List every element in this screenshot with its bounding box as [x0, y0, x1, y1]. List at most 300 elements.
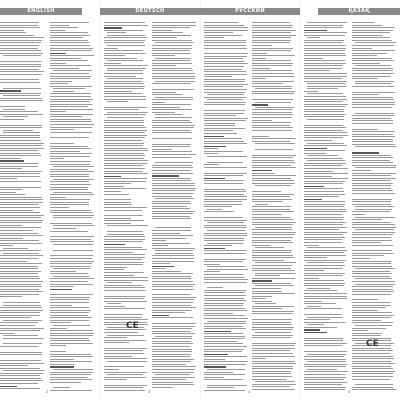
text-line: [252, 70, 292, 71]
text-line: [307, 88, 338, 89]
text-line: [252, 76, 295, 77]
text-line: [0, 263, 42, 264]
text-line: [152, 240, 166, 241]
text-line: [0, 235, 43, 236]
text-line: [252, 178, 291, 179]
text-line: [204, 30, 248, 31]
text-line: [104, 48, 118, 49]
text-line: [352, 94, 379, 95]
text-line: [204, 27, 248, 28]
text-line: [352, 310, 378, 311]
text-line: [152, 238, 186, 239]
text-line: [352, 312, 392, 313]
text-line: [50, 312, 89, 313]
text-line: [104, 140, 142, 141]
text-line: [104, 93, 142, 94]
text-line: [50, 45, 90, 46]
text-line: [352, 317, 391, 318]
text-line: [204, 48, 247, 49]
text-line: [155, 227, 191, 228]
text-line: [304, 338, 343, 339]
text-line: [252, 283, 291, 284]
text-line: [352, 136, 395, 137]
text-line: [352, 107, 392, 108]
text-line: [104, 153, 144, 154]
text-line: [104, 42, 144, 43]
text-line: [352, 134, 393, 135]
text-line: [204, 282, 247, 283]
text-line: [0, 35, 34, 36]
text-line: [50, 116, 82, 117]
text-line: [252, 30, 296, 31]
text-line: [304, 130, 343, 131]
text-line: [252, 109, 292, 110]
text-line: [252, 112, 292, 113]
text-line: [152, 120, 190, 121]
text-line: [50, 111, 66, 112]
text-line: [104, 210, 142, 211]
text-line: [307, 324, 324, 325]
text-line: [104, 127, 146, 128]
text-line: [304, 278, 319, 279]
text-line: [50, 307, 89, 308]
text-line: [104, 264, 143, 265]
text-line: [352, 165, 396, 166]
text-line: [304, 111, 344, 112]
text-line: [0, 98, 42, 99]
text-line: [204, 128, 245, 129]
text-line: [152, 218, 191, 219]
text-line: [307, 86, 346, 87]
text-line: [207, 369, 245, 370]
text-line: [104, 218, 131, 219]
text-line: [104, 199, 131, 200]
text-line: [252, 368, 293, 369]
text-line: [104, 379, 127, 380]
text-line: [0, 212, 40, 213]
text-line: [304, 273, 345, 274]
text-line: [104, 296, 145, 297]
text-line: [252, 114, 293, 115]
text-line: [304, 374, 345, 375]
text-line: [50, 278, 94, 279]
text-line: [152, 361, 191, 362]
text-line: [50, 343, 93, 344]
text-line: [255, 143, 295, 144]
text-line: [207, 222, 244, 223]
text-line: [107, 225, 148, 226]
text-line: [252, 345, 295, 346]
text-line: [0, 150, 38, 151]
text-line: [152, 104, 191, 105]
text-line: [252, 252, 291, 253]
text-line: [252, 343, 296, 344]
text-line: [204, 318, 248, 319]
text-line: [304, 114, 346, 115]
text-line: [0, 42, 41, 43]
text-line: [0, 230, 33, 231]
text-line: [207, 387, 234, 388]
text-line: [304, 237, 345, 238]
text-line: [204, 217, 243, 218]
text-line: [0, 378, 41, 379]
text-line: [352, 242, 381, 243]
text-line: [252, 37, 291, 38]
text-line: [252, 214, 282, 215]
text-line: [304, 332, 327, 334]
text-line: [352, 222, 390, 223]
text-line: [352, 144, 395, 145]
text-line: [104, 337, 127, 338]
text-line: [352, 389, 396, 390]
text-line: [152, 109, 192, 110]
text-line: [304, 250, 347, 251]
text-line: [50, 68, 79, 69]
text-line: [152, 40, 192, 41]
text-line: [104, 223, 131, 224]
text-line: [252, 322, 291, 323]
text-line: [50, 320, 89, 321]
text-line: [304, 191, 344, 192]
text-line: [152, 233, 180, 234]
text-line: [152, 384, 194, 385]
text-line: [307, 361, 346, 362]
text-line: [252, 270, 295, 271]
text-line: [152, 213, 193, 214]
text-line: [152, 305, 191, 306]
text-line: [50, 121, 92, 122]
text-line: [304, 76, 347, 77]
text-line: [304, 63, 346, 64]
text-line: [304, 204, 345, 205]
text-line: [0, 173, 40, 174]
text-line: [104, 143, 144, 144]
text-line: [104, 30, 143, 31]
text-line: [50, 171, 94, 172]
text-line: [0, 291, 43, 292]
text-line: [352, 70, 393, 71]
text-line: [252, 237, 293, 238]
text-line: [104, 37, 147, 38]
text-line: [107, 101, 128, 102]
text-line: [355, 325, 392, 326]
text-line: [304, 73, 347, 74]
text-line: [3, 109, 25, 110]
text-line: [204, 178, 225, 180]
text-line: [352, 37, 390, 38]
text-line: [152, 83, 191, 84]
text-line: [352, 120, 393, 121]
text-line: [50, 374, 91, 375]
text-line: [252, 306, 294, 307]
text-line: [352, 55, 377, 56]
text-line: [352, 68, 393, 69]
text-line: [307, 155, 338, 156]
text-line: [152, 35, 191, 36]
text-line: [104, 122, 144, 123]
text-line: [0, 317, 31, 318]
text-line: [355, 42, 396, 43]
text-line: [104, 120, 144, 121]
text-line: [304, 224, 343, 225]
text-line: [104, 83, 144, 84]
text-line: [204, 61, 244, 62]
text-line: [50, 330, 93, 331]
text-line: [107, 32, 126, 33]
text-line: [204, 374, 245, 375]
text-line: [50, 258, 92, 259]
text-line: [104, 191, 121, 192]
text-line: [152, 263, 170, 264]
text-line: [152, 63, 192, 64]
text-line: [355, 268, 395, 269]
text-line: [252, 296, 272, 297]
text-line: [0, 202, 43, 203]
text-line: [252, 53, 267, 54]
text-line: [152, 248, 195, 249]
text-line: [0, 258, 38, 259]
text-line: [252, 86, 292, 87]
text-line: [352, 50, 395, 51]
text-line: [304, 268, 343, 269]
text-line: [104, 369, 119, 370]
text-line: [50, 390, 92, 391]
text-line: [0, 199, 43, 200]
text-line: [0, 168, 22, 169]
text-line: [252, 250, 292, 251]
text-line: [352, 188, 391, 189]
text-line: [252, 234, 295, 235]
text-line: [204, 227, 247, 228]
text-line: [304, 55, 346, 56]
text-line: [152, 138, 192, 139]
text-line: [304, 232, 347, 233]
text-line: [0, 328, 44, 329]
text-line: [152, 346, 190, 347]
text-line: [352, 86, 394, 87]
text-line: [307, 93, 343, 94]
text-line: [152, 312, 185, 313]
text-line: [304, 211, 346, 212]
text-line: [50, 210, 91, 211]
text-line: [152, 372, 194, 373]
text-line: [104, 88, 144, 89]
text-line: [352, 250, 392, 251]
text-line: [152, 180, 191, 181]
text-line: [352, 240, 392, 241]
text-line: [104, 107, 147, 108]
text-line: [152, 55, 175, 56]
text-line: [304, 42, 342, 43]
text-column-left: [304, 22, 351, 394]
page-deutsch: [100, 0, 200, 400]
text-line: [104, 277, 148, 278]
text-line: [252, 22, 290, 23]
text-line: [50, 83, 68, 84]
text-line: [152, 144, 191, 145]
text-line: [204, 372, 233, 373]
text-line: [104, 350, 143, 351]
text-line: [304, 308, 342, 309]
text-line: [50, 32, 88, 33]
text-line: [204, 346, 247, 347]
text-line: [304, 356, 344, 357]
text-line: [304, 298, 347, 299]
text-line: [155, 198, 194, 199]
text-line: [0, 238, 23, 239]
text-line: [104, 267, 127, 268]
text-line: [0, 281, 43, 282]
text-line: [104, 158, 144, 159]
text-line: [0, 189, 22, 190]
text-line: [104, 188, 146, 189]
text-line: [307, 288, 330, 289]
text-line: [204, 331, 231, 333]
text-line: [104, 314, 143, 315]
text-line: [152, 30, 172, 31]
text-line: [104, 178, 147, 179]
text-line: [204, 151, 243, 152]
text-line: [0, 273, 38, 274]
text-line: [304, 275, 343, 276]
text-line: [50, 22, 89, 23]
text-line: [207, 287, 223, 288]
text-line: [107, 68, 146, 69]
text-line: [104, 342, 129, 343]
text-line: [104, 58, 137, 59]
text-line: [252, 268, 291, 269]
text-line: [352, 307, 386, 308]
text-line: [204, 313, 233, 314]
text-line: [352, 214, 365, 215]
text-line: [355, 167, 396, 168]
text-line: [50, 345, 66, 346]
text-line: [352, 379, 390, 380]
text-line: [304, 293, 347, 294]
text-line: [304, 329, 320, 331]
text-line: [252, 104, 268, 106]
text-line: [0, 217, 41, 218]
text-line: [204, 183, 243, 184]
text-line: [307, 306, 321, 307]
text-line: [304, 359, 346, 360]
text-line: [304, 285, 344, 286]
text-line: [352, 118, 391, 119]
text-line: [204, 328, 246, 329]
text-line: [204, 118, 248, 119]
text-line: [304, 50, 345, 51]
text-line: [0, 50, 41, 51]
text-line: [252, 350, 290, 351]
text-line: [252, 81, 294, 82]
text-line: [204, 343, 243, 344]
text-line: [304, 148, 327, 150]
text-line: [252, 91, 295, 92]
text-line: [204, 175, 243, 176]
text-line: [304, 65, 343, 66]
text-line: [204, 279, 248, 280]
text-line: [50, 379, 92, 380]
text-line: [204, 261, 243, 262]
text-line: [50, 37, 83, 38]
text-line: [352, 178, 396, 179]
text-line: [104, 280, 148, 281]
text-line: [352, 45, 394, 46]
text-line: [204, 349, 244, 350]
text-line: [204, 89, 247, 90]
text-line: [50, 212, 93, 213]
text-line: [204, 240, 244, 241]
text-line: [50, 241, 94, 242]
text-line: [0, 192, 16, 193]
text-line: [0, 22, 39, 23]
text-line: [352, 350, 393, 351]
text-line: [104, 25, 148, 26]
text-line: [0, 322, 38, 323]
text-line: [152, 73, 195, 74]
text-line: [104, 130, 147, 131]
text-line: [304, 265, 345, 266]
text-line: [152, 173, 193, 174]
text-line: [204, 76, 232, 77]
text-line: [252, 194, 294, 195]
text-line: [304, 260, 346, 261]
text-line: [252, 206, 291, 207]
text-line: [204, 123, 235, 124]
text-line: [252, 329, 293, 330]
text-line: [0, 187, 41, 188]
text-line: [207, 94, 244, 95]
text-line: [104, 173, 148, 174]
text-line: [307, 369, 337, 370]
text-line: [152, 183, 195, 184]
text-line: [3, 55, 41, 56]
text-line: [204, 22, 238, 23]
text-line: [204, 271, 220, 272]
text-line: [352, 294, 391, 295]
text-line: [50, 328, 67, 329]
text-line: [107, 35, 145, 36]
page-number: 4: [248, 389, 251, 394]
text-line: [355, 146, 396, 147]
text-line: [50, 281, 88, 282]
text-line: [104, 155, 145, 156]
text-line: [304, 384, 342, 385]
text-line: [252, 348, 295, 349]
text-line: [0, 155, 41, 156]
text-line: [252, 229, 292, 230]
text-line: [304, 371, 348, 372]
text-line: [152, 299, 194, 300]
text-line: [355, 81, 394, 82]
text-line: [352, 227, 396, 228]
text-line: [104, 285, 142, 286]
text-line: [352, 185, 391, 186]
text-line: [355, 83, 391, 84]
text-line: [255, 273, 296, 274]
text-line: [50, 199, 90, 200]
text-line: [50, 148, 91, 149]
text-line: [104, 109, 139, 110]
text-line: [352, 286, 393, 287]
text-line: [0, 215, 44, 216]
text-line: [53, 244, 93, 245]
text-line: [252, 201, 283, 202]
text-line: [304, 127, 346, 128]
text-line: [104, 269, 124, 270]
text-line: [0, 233, 38, 234]
text-line: [252, 141, 290, 142]
